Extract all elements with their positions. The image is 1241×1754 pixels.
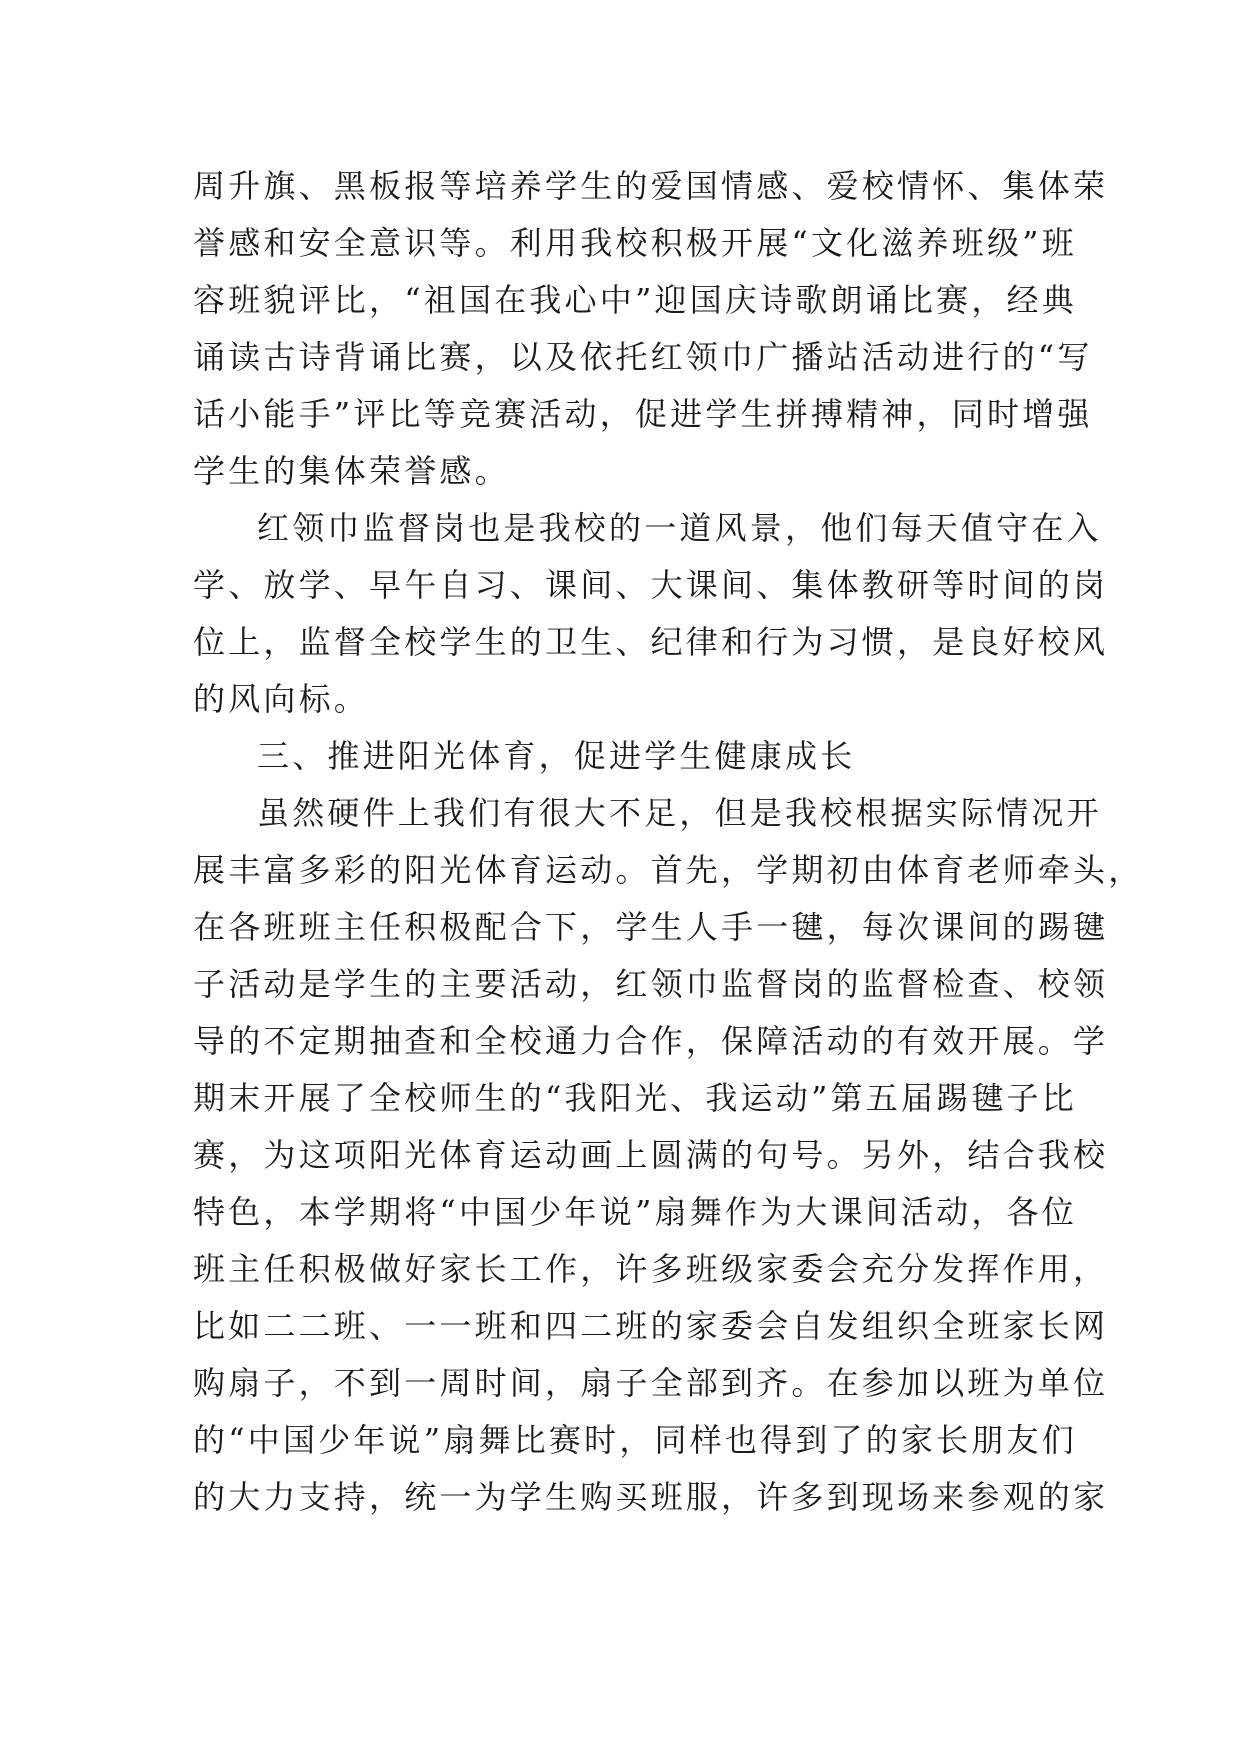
text-line: 的风向标。 [193,680,370,718]
text-line: 虽然硬件上我们有很大不足，但是我校根据实际情况开 [257,794,1102,832]
text-line: 学、放学、早午自习、课间、大课间、集体教研等时间的岗 [193,566,1109,604]
text-line: 的大力支持，统一为学生购买班服，许多到现场来参观的家 [193,1478,1109,1516]
text-line: 导的不定期抽查和全校通力合作，保障活动的有效开展。学 [193,1022,1109,1060]
text-line: 周升旗、黑板报等培养学生的爱国情感、爱校情怀、集体荣 [193,167,1109,205]
text-line: 赛，为这项阳光体育运动画上圆满的句号。另外，结合我校 [193,1136,1109,1174]
text-line: 容班貌评比，“祖国在我心中”迎国庆诗歌朗诵比赛，经典 [193,281,1077,319]
text-line: 的“中国少年说”扇舞比赛时，同样也得到了的家长朋友们 [193,1421,1077,1459]
text-line: 话小能手”评比等竞赛活动，促进学生拼搏精神，同时增强 [193,395,1093,433]
text-line: 班主任积极做好家长工作，许多班级家委会充分发挥作用， [193,1250,1109,1288]
text-line: 比如二二班、一一班和四二班的家委会自发组织全班家长网 [193,1307,1109,1345]
text-line: 展丰富多彩的阳光体育运动。首先，学期初由体育老师牵头， [193,851,1144,889]
text-line: 位上，监督全校学生的卫生、纪律和行为习惯，是良好校风 [193,623,1109,661]
document-body [193,158,1144,1526]
text-line: 子活动是学生的主要活动，红领巾监督岗的监督检查、校领 [193,965,1109,1003]
text-line: 在各班班主任积极配合下，学生人手一毽，每次课间的踢毽 [193,908,1109,946]
text-line: 期末开展了全校师生的“我阳光、我运动”第五届踢毽子比 [193,1079,1077,1117]
text-line: 学生的集体荣誉感。 [193,452,510,490]
text-line: 诵读古诗背诵比赛，以及依托红领巾广播站活动进行的“写 [193,338,1093,376]
text-line: 购扇子，不到一周时间，扇子全部到齐。在参加以班为单位 [193,1364,1109,1402]
text-line: 特色，本学期将“中国少年说”扇舞作为大课间活动，各位 [193,1193,1077,1231]
text-line: 誉感和安全意识等。利用我校积极开展“文化滋养班级”班 [193,224,1077,262]
text-line: 红领巾监督岗也是我校的一道风景，他们每天值守在入 [257,509,1102,547]
text-line: 三、推进阳光体育，促进学生健康成长 [257,737,856,775]
